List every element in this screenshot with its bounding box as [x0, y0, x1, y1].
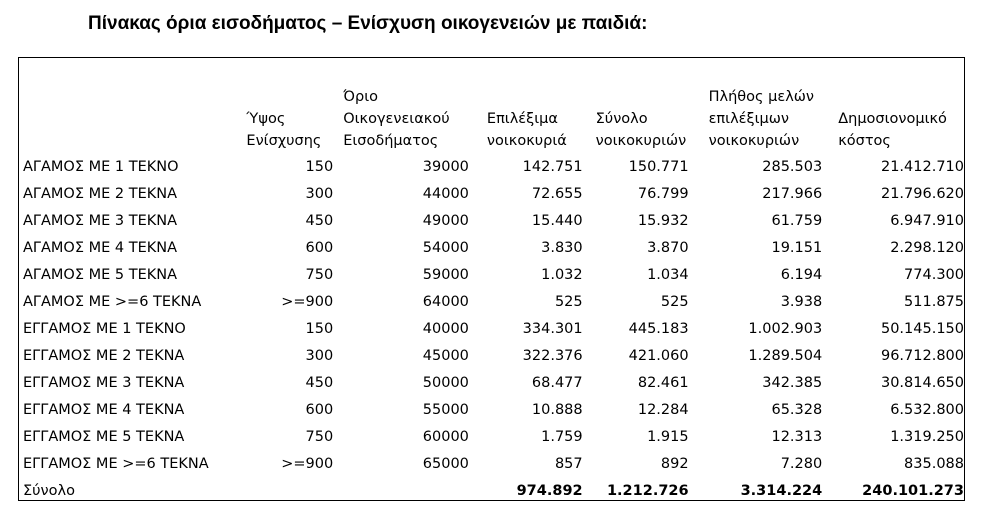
cell-fiscal-cost: 1.319.250	[890, 429, 964, 445]
cell-fiscal-cost: 774.300	[904, 267, 964, 283]
cell-eligible-members: 3.314.224	[740, 483, 823, 499]
cell-amount: 600	[305, 240, 334, 256]
cell-total-households: 3.870	[647, 240, 689, 256]
cell-eligible-households: 142.751	[522, 159, 583, 175]
cell-category: ΑΓΑΜΟΣ ΜΕ 3 ΤΕΚΝΑ	[23, 213, 178, 229]
header-total-households: Σύνολο νοικοκυριών	[595, 111, 687, 149]
cell-amount: 600	[305, 402, 334, 418]
cell-eligible-households: 334.301	[522, 321, 583, 337]
cell-fiscal-cost: 240.101.273	[862, 483, 964, 499]
cell-total-households: 15.932	[637, 213, 689, 229]
table-row	[19, 235, 964, 262]
cell-income-limit	[333, 478, 469, 505]
cell-amount: 450	[305, 375, 334, 391]
cell-category: Σύνολο	[23, 483, 75, 499]
cell-amount: 300	[305, 348, 334, 364]
cell-category: ΑΓΑΜΟΣ ΜΕ >=6 ΤΕΚΝΑ	[23, 294, 202, 310]
cell-total-households: 1.212.726	[606, 483, 689, 499]
cell-eligible-members: 19.151	[771, 240, 823, 256]
cell-category: ΕΓΓΑΜΟΣ ΜΕ 1 ΤΕΚΝΟ	[23, 321, 186, 337]
cell-eligible-members: 6.194	[780, 267, 823, 283]
cell-category: ΕΓΓΑΜΟΣ ΜΕ 4 ΤΕΚΝΑ	[23, 402, 185, 418]
cell-category: ΕΓΓΑΜΟΣ ΜΕ 5 ΤΕΚΝΑ	[23, 429, 185, 445]
cell-fiscal-cost: 6.532.800	[890, 402, 964, 418]
cell-eligible-members: 12.313	[771, 429, 823, 445]
cell-income-limit: 40000	[422, 321, 469, 337]
cell-eligible-members: 3.938	[780, 294, 823, 310]
cell-total-households: 421.060	[628, 348, 689, 364]
cell-eligible-members: 217.966	[762, 186, 823, 202]
table-row	[19, 451, 964, 478]
header-eligible-households: Επιλέξιμα νοικοκυριά	[486, 111, 567, 149]
cell-amount	[244, 478, 333, 505]
cell-eligible-households: 1.759	[541, 429, 583, 445]
header-amount: Ύψος Ενίσχυσης	[246, 111, 322, 149]
cell-total-households: 12.284	[637, 402, 689, 418]
cell-eligible-members: 342.385	[762, 375, 823, 391]
cell-amount: 300	[305, 186, 334, 202]
cell-eligible-members: 285.503	[762, 159, 823, 175]
cell-eligible-households: 68.477	[531, 375, 583, 391]
table-row	[19, 289, 964, 316]
table-row	[19, 154, 964, 181]
cell-amount: >=900	[281, 294, 334, 310]
cell-category: ΕΓΓΑΜΟΣ ΜΕ 2 ΤΕΚΝΑ	[23, 348, 185, 364]
cell-category: ΕΓΓΑΜΟΣ ΜΕ >=6 ΤΕΚΝΑ	[23, 456, 209, 472]
cell-eligible-members: 1.289.504	[748, 348, 823, 364]
cell-category: ΑΓΑΜΟΣ ΜΕ 5 ΤΕΚΝΑ	[23, 267, 178, 283]
cell-income-limit: 65000	[422, 456, 469, 472]
cell-amount: 150	[305, 321, 334, 337]
cell-income-limit: 54000	[422, 240, 469, 256]
page-title: Πίνακας όρια εισοδήματος – Ενίσχυση οικογενειών με παιδιά:	[88, 13, 648, 34]
header-fiscal-cost: Δημοσιονομικό κόστος	[838, 111, 947, 149]
cell-fiscal-cost: 835.088	[904, 456, 964, 472]
cell-eligible-households: 974.892	[516, 483, 583, 499]
table-row	[19, 316, 964, 343]
cell-amount: 750	[305, 267, 334, 283]
cell-eligible-households: 3.830	[541, 240, 583, 256]
cell-fiscal-cost: 96.712.800	[880, 348, 964, 364]
cell-total-households: 82.461	[637, 375, 689, 391]
cell-eligible-members: 61.759	[771, 213, 823, 229]
cell-amount: 450	[305, 213, 334, 229]
cell-category: ΑΓΑΜΟΣ ΜΕ 1 ΤΕΚΝΟ	[23, 159, 179, 175]
cell-eligible-households: 10.888	[531, 402, 583, 418]
header-category	[19, 58, 244, 154]
cell-eligible-households: 525	[554, 294, 583, 310]
cell-eligible-households: 1.032	[541, 267, 583, 283]
cell-category: ΑΓΑΜΟΣ ΜΕ 2 ΤΕΚΝΑ	[23, 186, 178, 202]
table-row	[19, 397, 964, 424]
data-grid	[19, 58, 964, 505]
table-row	[19, 208, 964, 235]
cell-eligible-members: 65.328	[771, 402, 823, 418]
cell-amount: 750	[305, 429, 334, 445]
cell-total-households: 445.183	[628, 321, 689, 337]
cell-amount: >=900	[281, 456, 334, 472]
cell-eligible-members: 7.280	[780, 456, 823, 472]
cell-amount: 150	[305, 159, 334, 175]
header-eligible-members: Πλήθος μελών επιλέξιμων νοικοκυριών	[708, 89, 815, 149]
cell-fiscal-cost: 21.796.620	[880, 186, 964, 202]
cell-income-limit: 60000	[422, 429, 469, 445]
table-row	[19, 370, 964, 397]
cell-eligible-members: 1.002.903	[748, 321, 823, 337]
table-row	[19, 262, 964, 289]
cell-fiscal-cost: 21.412.710	[880, 159, 964, 175]
cell-eligible-households: 857	[554, 456, 583, 472]
cell-fiscal-cost: 6.947.910	[890, 213, 964, 229]
total-row	[19, 478, 964, 505]
cell-income-limit: 55000	[422, 402, 469, 418]
cell-income-limit: 49000	[422, 213, 469, 229]
cell-eligible-households: 322.376	[522, 348, 583, 364]
cell-total-households: 76.799	[637, 186, 689, 202]
header-income-limit: Όριο Οικογενειακού Εισοδήματος	[343, 89, 450, 149]
cell-category: ΑΓΑΜΟΣ ΜΕ 4 ΤΕΚΝΑ	[23, 240, 178, 256]
cell-income-limit: 44000	[422, 186, 469, 202]
table-row	[19, 424, 964, 451]
table-row	[19, 343, 964, 370]
cell-fiscal-cost: 511.875	[904, 294, 964, 310]
cell-total-households: 1.034	[647, 267, 689, 283]
cell-income-limit: 59000	[422, 267, 469, 283]
cell-income-limit: 39000	[422, 159, 469, 175]
cell-income-limit: 50000	[422, 375, 469, 391]
cell-total-households: 150.771	[628, 159, 689, 175]
cell-fiscal-cost: 50.145.150	[880, 321, 964, 337]
cell-category: ΕΓΓΑΜΟΣ ΜΕ 3 ΤΕΚΝΑ	[23, 375, 185, 391]
table-row	[19, 181, 964, 208]
cell-eligible-households: 15.440	[531, 213, 583, 229]
cell-eligible-households: 72.655	[531, 186, 583, 202]
table-body	[19, 154, 964, 505]
cell-total-households: 1.915	[647, 429, 689, 445]
income-limits-table	[18, 57, 965, 501]
cell-income-limit: 64000	[422, 294, 469, 310]
header-row	[19, 58, 964, 154]
cell-total-households: 892	[660, 456, 689, 472]
cell-fiscal-cost: 2.298.120	[890, 240, 964, 256]
cell-income-limit: 45000	[422, 348, 469, 364]
cell-fiscal-cost: 30.814.650	[880, 375, 964, 391]
cell-total-households: 525	[660, 294, 689, 310]
